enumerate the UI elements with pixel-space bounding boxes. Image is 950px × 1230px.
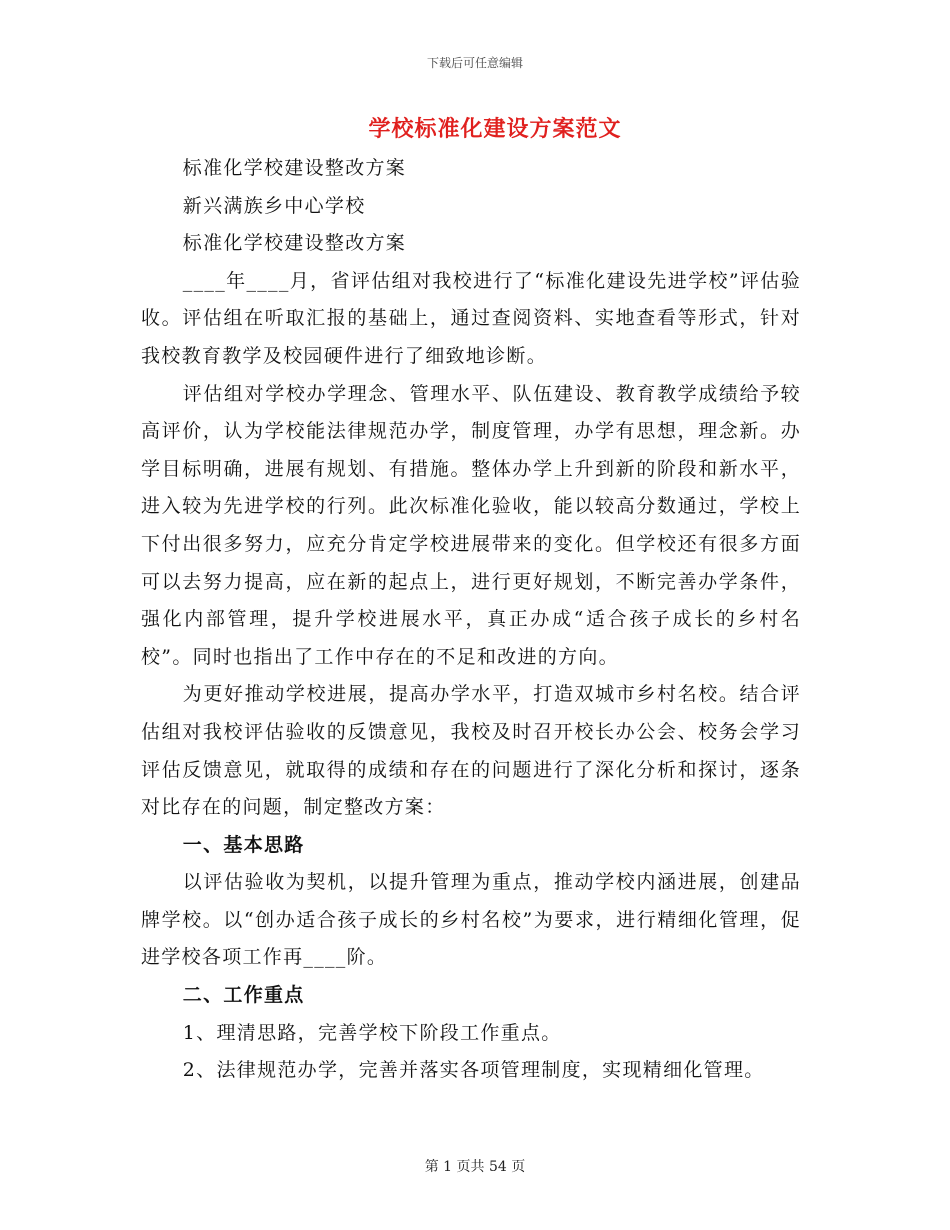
- school-name-line: 新兴满族乡中心学校: [182, 194, 366, 217]
- paragraph-evaluation: ____年____月，省评估组对我校进行了“标准化建设先进学校”评估验收。评估组在听取汇报的基础上，通过查阅资料、实地查看等形式，针对我校教育教学及校园硬件进行了细致地诊断。: [141, 269, 801, 367]
- section-heading-work-focus: 二、工作重点: [182, 984, 305, 1007]
- document-body: [141, 150, 801, 1090]
- list-item: 1、理清思路，完善学校下阶段工作重点。: [182, 1021, 562, 1044]
- subtitle-line-2: 标准化学校建设整改方案: [182, 232, 407, 255]
- page-footer: 第 1 页共 54 页: [424, 1159, 526, 1175]
- document-title: 学校标准化建设方案范文: [368, 116, 622, 142]
- section-heading-basic-idea: 一、基本思路: [182, 833, 305, 856]
- paragraph-plan: 为更好推动学校进展，提高办学水平，打造双城市乡村名校。结合评估组对我校评估验收的反馈意见，我校及时召开校长办公会、校务会学习评估反馈意见，就取得的成绩和存在的问题进行了深化分析和探讨，逐条对比存在的问题，制定整改方案：: [141, 683, 801, 819]
- list-item: 2、法律规范办学，完善并落实各项管理制度，实现精细化管理。: [182, 1059, 765, 1082]
- paragraph-basic-idea: 以评估验收为契机，以提升管理为重点，推动学校内涵进展，创建品牌学校。以“创办适合孩子成长的乡村名校”为要求，进行精细化管理，促进学校各项工作再____阶。: [141, 871, 801, 969]
- header-note: 下载后可任意编辑: [426, 56, 523, 70]
- subtitle-line: 标准化学校建设整改方案: [182, 157, 407, 179]
- paragraph-assessment: 评估组对学校办学理念、管理水平、队伍建设、教育教学成绩给予较高评价，认为学校能法律规范办学，制度管理，办学有思想，理念新。办学目标明确，进展有规划、有措施。整体办学上升到新的阶段和新水平，进入较为先进学校的行列。此次标准化验收，能以较高分数通过，学校上下付出很多努力，应充分肯定学校进展带来的变化。但学校还有很多方面可以去努力提高，应在新的起点上，进行更好规划，不断完善办学条件，强化内部管理，提升学校进展水平，真正办成“适合孩子成长的乡村名校”。同时也指出了工作中存在的不足和改进的方向。: [141, 382, 801, 668]
